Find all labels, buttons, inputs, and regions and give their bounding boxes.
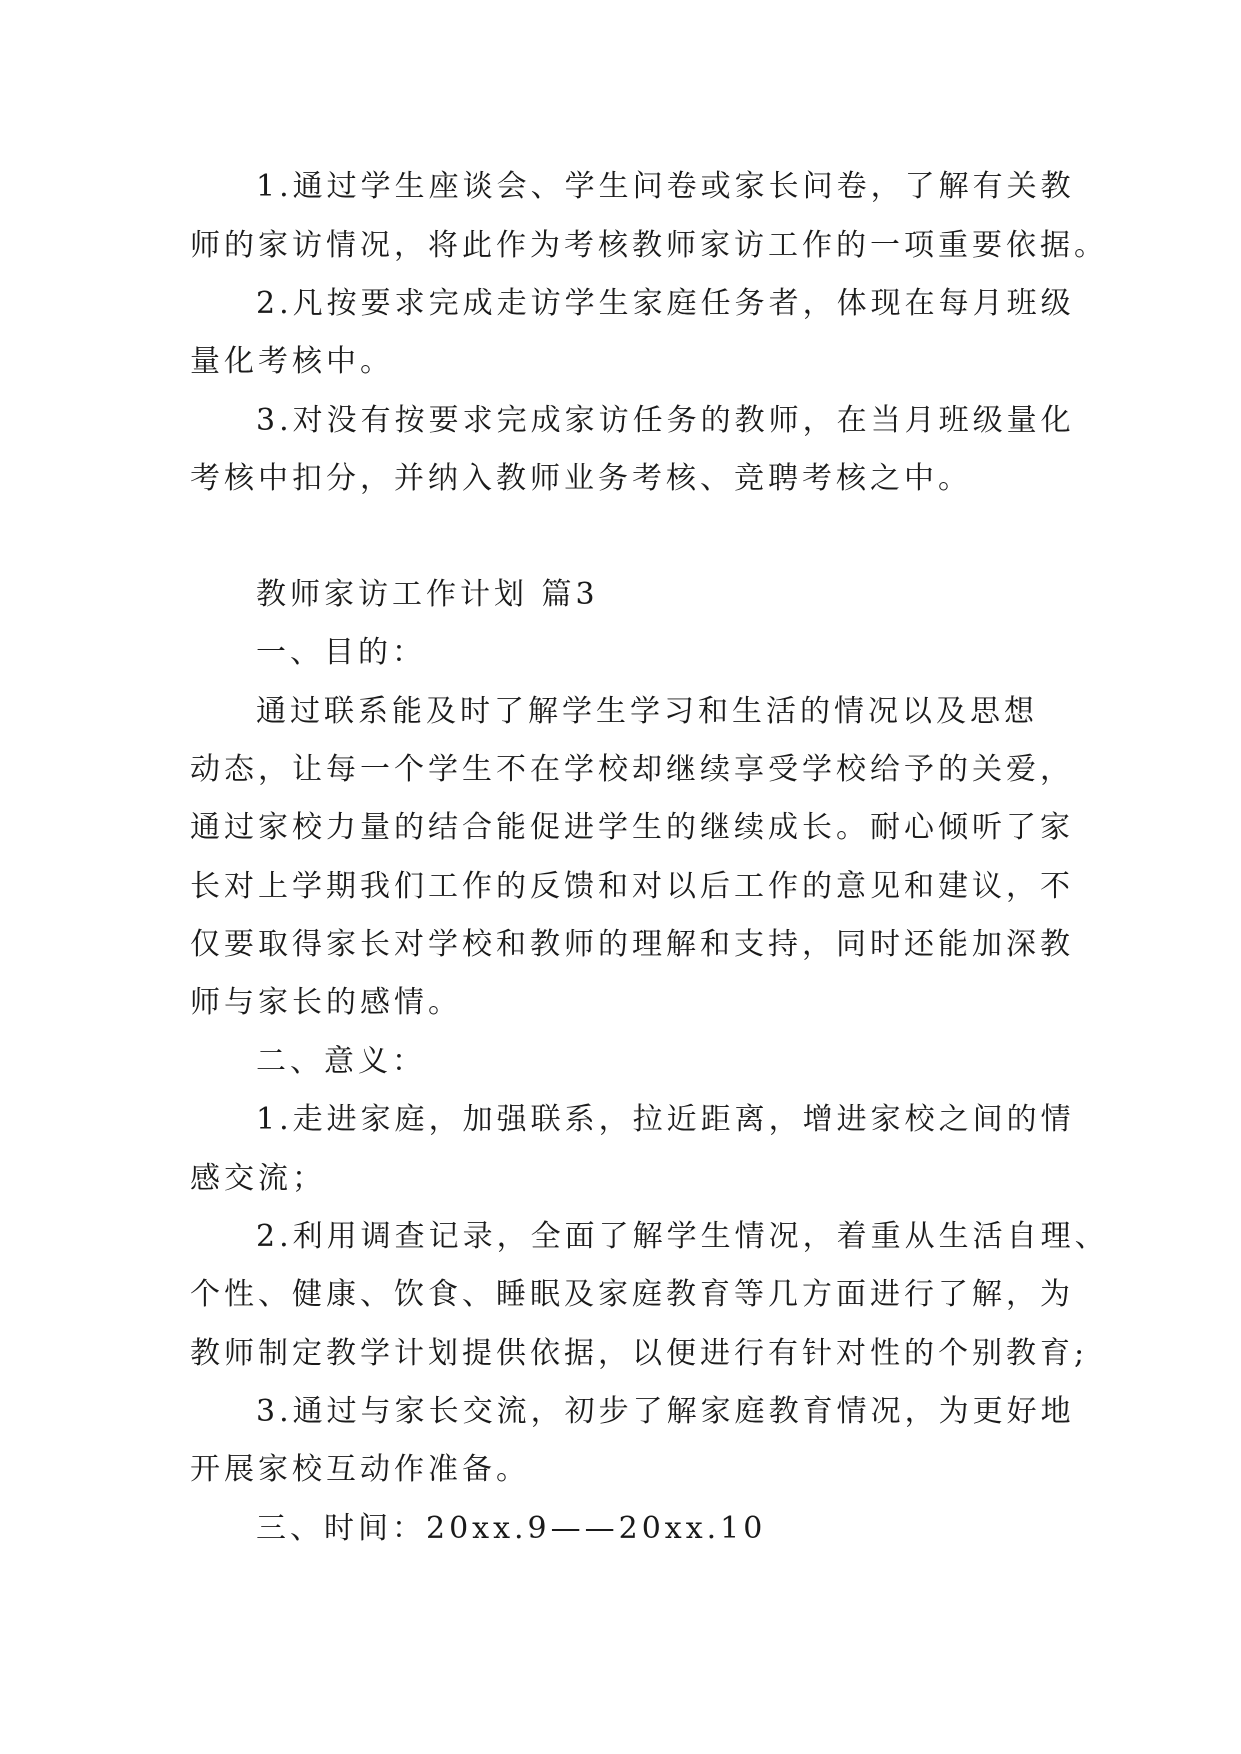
section-title: 教师家访工作计划 篇3 — [256, 577, 599, 612]
heading-significance: 二、意义： — [256, 1044, 426, 1079]
paragraph-line: 个性、健康、饮食、睡眠及家庭教育等几方面进行了解，为 — [190, 1277, 1074, 1312]
paragraph-line: 1.走进家庭，加强联系，拉近距离，增进家校之间的情 — [256, 1102, 1075, 1137]
paragraph-line: 通过联系能及时了解学生学习和生活的情况以及思想 — [256, 694, 1038, 729]
paragraph-line: 开展家校互动作准备。 — [190, 1452, 530, 1487]
paragraph-line: 量化考核中。 — [190, 344, 394, 379]
paragraph-line: 1.通过学生座谈会、学生问卷或家长问卷，了解有关教 — [256, 169, 1075, 204]
heading-time: 三、时间：20xx.9——20xx.10 — [256, 1511, 767, 1546]
paragraph-line: 师与家长的感情。 — [190, 985, 462, 1020]
paragraph-line: 考核中扣分，并纳入教师业务考核、竞聘考核之中。 — [190, 461, 972, 496]
paragraph-line: 通过家校力量的结合能促进学生的继续成长。耐心倾听了家 — [190, 810, 1074, 845]
paragraph-line: 感交流； — [190, 1161, 326, 1196]
heading-purpose: 一、目的： — [256, 635, 426, 670]
paragraph-line: 教师制定教学计划提供依据，以便进行有针对性的个别教育; — [190, 1336, 1089, 1371]
paragraph-line: 师的家访情况，将此作为考核教师家访工作的一项重要依据。 — [190, 228, 1108, 263]
paragraph-line: 仅要取得家长对学校和教师的理解和支持，同时还能加深教 — [190, 927, 1074, 962]
paragraph-line: 2.凡按要求完成走访学生家庭任务者，体现在每月班级 — [256, 286, 1075, 321]
paragraph-line: 动态，让每一个学生不在学校却继续享受学校给予的关爱， — [190, 752, 1074, 787]
paragraph-line: 3.通过与家长交流，初步了解家庭教育情况，为更好地 — [256, 1394, 1075, 1429]
paragraph-line: 长对上学期我们工作的反馈和对以后工作的意见和建议，不 — [190, 869, 1074, 904]
paragraph-line: 3.对没有按要求完成家访任务的教师，在当月班级量化 — [256, 403, 1075, 438]
paragraph-line: 2.利用调查记录，全面了解学生情况，着重从生活自理、 — [256, 1219, 1109, 1254]
